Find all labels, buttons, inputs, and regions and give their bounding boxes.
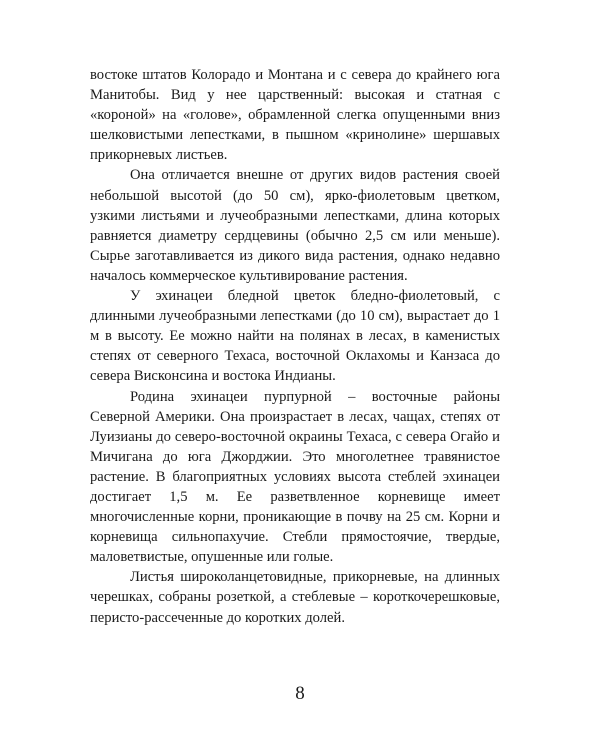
page-number: 8 [295,683,305,704]
paragraph-leaves: Листья широколанцетовидные, прикорневые, на длинных черешках, собраны розеткой, а стеблевые – короткочерешковые, перисто-рассеченные до коротких долей. [90,569,500,626]
paragraph-continuation: востоке штатов Колорадо и Монтана и с севера до крайнего юга Манитобы. Вид у нее царственный: высокая и статная с «короной» на «голове», обрамленной слегка опущенными вниз шелковистыми лепестками, в пышном «кринолине» шершавых прикорневых листьев. [90,67,500,164]
body-text [90,65,500,628]
paragraph-purpurea-origin: Родина эхинацеи пурпурной – восточные районы Северной Америки. Она произрастает в лесах, чащах, степях от Луизианы до северо-восточной окраины Техаса, с севера Огайо и Мичигана до юга Джорджии. Это многолетнее травянистое растение. В благоприятных условиях высота стеблей эхинацеи достигает 1,5 м. Ее разветвленное корневище имеет многочисленные корни, проникающие в почву на 25 см. Корни и корневища сильнопахучие. Стебли прямостоячие, твердые, маловетвистые, опушенные или голые. [90,388,500,566]
paragraph-purpurea-description: Она отличается внешне от других видов растения своей небольшой высотой (до 50 см), ярко-фиолетовым цветком, узкими листьями и лучеобразными лепестками, длина которых равняется диаметру сердцевины (обычно 2,5 см или меньше). Сырье заготавливается из дикого вида растения, однако недавно началось коммерческое культивирование растения. [90,167,500,284]
paragraph-pallida: У эхинацеи бледной цветок бледно-фиолетовый, с длинными лучеобразными лепестками (до 10 см), вырастает до 1 м в высоту. Ее можно найти на полянах в лесах, в каменистых степях от северного Техаса, восточной Оклахомы и Канзаса до севера Висконсина и востока Индианы. [90,288,500,385]
